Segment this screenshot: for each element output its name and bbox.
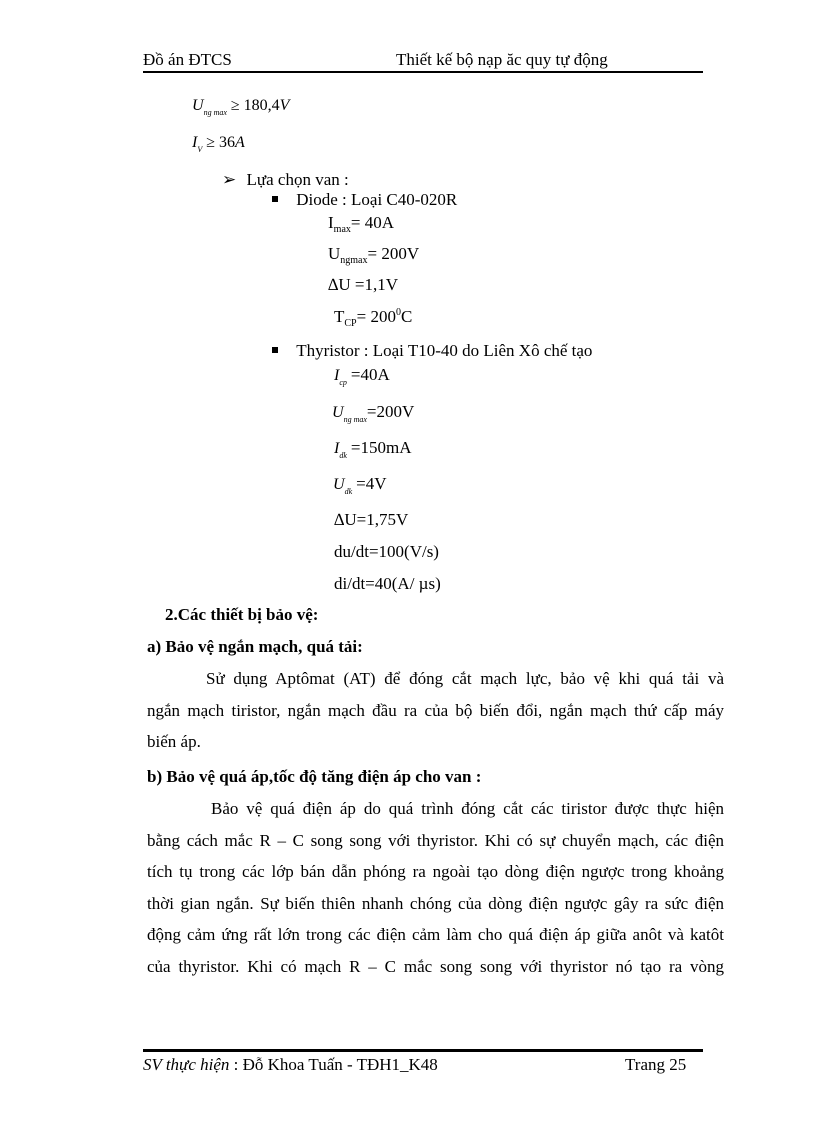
section-2-title: 2.Các thiết bị bảo vệ: — [165, 605, 319, 624]
section-2b-paragraph — [147, 793, 724, 982]
diode-tcp: $T_{CP}= 200^0C$ — [334, 307, 413, 329]
section-2a-title: a) Bảo vệ ngắn mạch, quá tải: — [147, 637, 363, 656]
thyristor-dudt: du/dt=100(V/s) — [334, 542, 439, 561]
thyristor-icp: $I_{cp} =40A$ — [334, 365, 390, 387]
paragraph-line: thời gian ngắn. Sự biến thiên nhanh chóng của dòng điện ngược gây ra sức điện — [147, 893, 724, 913]
header-left: Đồ án ĐTCS — [143, 50, 232, 69]
thyristor-delta-u: ∆U=1,75V — [334, 510, 409, 529]
valve-selection-heading: ➢ Lựa chọn van : — [222, 170, 349, 189]
footer-page-number: Trang 25 — [625, 1055, 687, 1074]
paragraph-line: động cảm ứng rất lớn trong các điện cảm làm cho quá điện áp giữa anôt và katôt — [147, 925, 724, 944]
diode-item: Diode : Loại C40-020R — [272, 190, 457, 210]
formula-i-v: $I_V \ge 36A$ — [192, 134, 245, 154]
paragraph-line: của thyristor. Khi có mạch R – C mắc song song với thyristor nó tạo ra vòng — [147, 956, 724, 976]
section-2a-paragraph — [147, 663, 724, 758]
header-rule — [143, 71, 703, 73]
paragraph-line: biến áp. — [147, 732, 201, 751]
paragraph-line: Sử dụng Aptômat (AT) để đóng cắt mạch lực, bảo vệ khi quá tải và — [206, 669, 724, 688]
square-bullet-icon — [272, 196, 278, 202]
header-right: Thiết kế bộ nạp ăc quy tự động — [396, 50, 608, 69]
footer-rule — [143, 1049, 703, 1052]
paragraph-line: Bảo vệ quá điện áp do quá trình đóng cắt các tiristor được thực hiện — [211, 799, 724, 818]
diode-ungmax: $U_{ngmax}= 200V$ — [328, 244, 420, 266]
paragraph-line: tích tụ trong các lớp bán dẫn phóng ra ngoài tạo dòng điện ngược trong khoảng — [147, 862, 724, 881]
footer-author: SV thực hiện : Đỗ Khoa Tuấn - TĐH1_K48 — [143, 1055, 438, 1074]
thyristor-didt: di/dt=40(A/ µs) — [334, 574, 441, 593]
paragraph-line: ngắn mạch tiristor, ngắn mạch đầu ra của bộ biến đổi, ngắn mạch thứ cấp máy — [147, 700, 724, 720]
formula-u-ng-max: $U_{ng max} \ge 180,4V$ — [192, 97, 290, 117]
section-2b-title: b) Bảo vệ quá áp,tốc độ tăng điện áp cho van : — [147, 767, 482, 786]
thyristor-ungmax: $U_{ng max}=200V$ — [332, 402, 415, 424]
diode-imax: $I_{max}= 40A$ — [328, 213, 395, 235]
thyristor-idk: $I_{dk} =150mA$ — [334, 438, 412, 460]
diode-delta-u: ∆U =1,1V — [328, 275, 399, 294]
paragraph-line: bằng cách mắc R – C song song với thyristor. Khi có sự chuyển mạch, các điện — [147, 830, 724, 850]
square-bullet-icon — [272, 347, 278, 353]
thyristor-item: Thyristor : Loại T10-40 do Liên Xô chế tạo — [272, 341, 592, 361]
arrow-bullet-icon: ➢ — [222, 170, 237, 189]
thyristor-udk: $U_{dk} =4V$ — [333, 474, 387, 496]
